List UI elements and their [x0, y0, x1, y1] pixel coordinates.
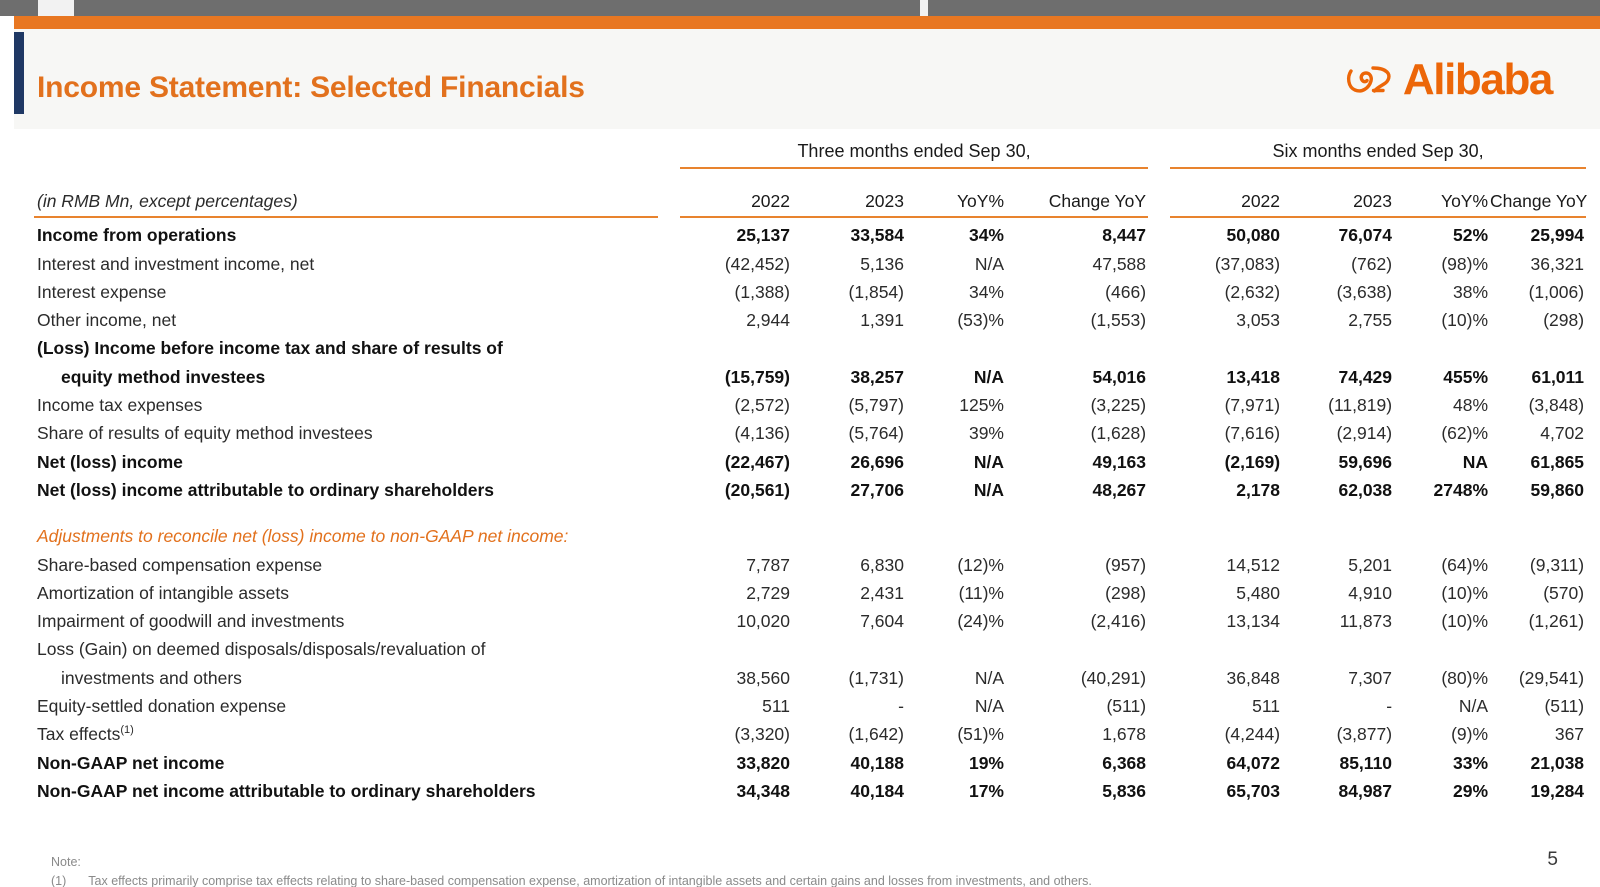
adjustment-row-six-2023: 4,910	[1348, 582, 1393, 603]
row-gap-2	[1148, 246, 1170, 274]
income-row-six-2023: 2,755	[1348, 310, 1393, 331]
income-row-three-yoy: N/A	[974, 253, 1004, 274]
adjustment-row-six-change: (29,541)	[1518, 667, 1585, 688]
adjustment-row-three-2022: 511	[762, 696, 790, 717]
income-row-six-yoy: (62)%	[1441, 423, 1489, 444]
row-gap	[658, 359, 680, 387]
income-row-six-2022: (37,083)	[1214, 253, 1281, 274]
row-gap-2	[1148, 689, 1170, 717]
adjustment-row-three-change: 1,678	[1102, 724, 1147, 745]
income-row-label: Income from operations	[37, 225, 237, 246]
section-gap-cell	[14, 501, 1600, 519]
adjustment-row-three-yoy: 17%	[968, 780, 1004, 801]
row-pad	[1586, 632, 1600, 660]
income-row-three-2022: (20,561)	[724, 479, 790, 500]
adjustment-row-six-change: (9,311)	[1529, 554, 1585, 575]
row-gap	[658, 632, 680, 660]
income-row-six-2022: 13,418	[1226, 366, 1281, 387]
adjustment-row-three-yoy: (51)%	[957, 724, 1004, 745]
income-row-three-yoy: N/A	[973, 366, 1004, 387]
income-row-six-yoy: 455%	[1443, 366, 1489, 387]
note-label: Note:	[51, 855, 81, 869]
income-row-three-change: 48,267	[1092, 479, 1147, 500]
table-row	[14, 547, 1600, 575]
income-row-three-yoy: N/A	[973, 479, 1004, 500]
income-row-six-yoy: (98)%	[1441, 253, 1489, 274]
row-pad	[1586, 275, 1600, 303]
adjustment-row-three-change: (40,291)	[1080, 667, 1147, 688]
row-pad	[1586, 359, 1600, 387]
income-row-six-2022: (7,971)	[1224, 395, 1281, 416]
row-gap-2	[1148, 331, 1170, 359]
row-pad	[1586, 473, 1600, 501]
row-pad	[1586, 218, 1600, 246]
section-gap-body	[14, 501, 1600, 547]
adjustment-row-six-2022: 64,072	[1226, 752, 1281, 773]
adjustment-row-three-yoy: N/A	[974, 667, 1004, 688]
adjustment-row-six-yoy: 29%	[1453, 780, 1489, 801]
row-gap	[658, 576, 680, 604]
adjustment-row-six-yoy: (64)%	[1441, 554, 1489, 575]
adjustment-row-six-2022: 5,480	[1236, 582, 1281, 603]
adjustment-row-three-change: 5,836	[1102, 780, 1147, 801]
col-header-six-2023: 2023	[1353, 191, 1393, 211]
income-row-six-change: 59,860	[1530, 479, 1585, 500]
income-row-label: Net (loss) income attributable to ordinary shareholders	[37, 479, 495, 500]
table-row	[14, 218, 1600, 246]
row-gap	[658, 745, 680, 773]
adjustment-row-three-2022: 33,820	[736, 752, 790, 773]
income-row-three-2023: 26,696	[850, 451, 904, 472]
adjustment-row-six-change: 19,284	[1530, 780, 1585, 801]
income-row-six-2022: 50,080	[1226, 225, 1281, 246]
row-gap-2	[1148, 416, 1170, 444]
row-gap-2	[1148, 359, 1170, 387]
income-row-three-change: (1,553)	[1090, 310, 1147, 331]
income-row-label: Net (loss) income	[37, 451, 183, 472]
table-row	[14, 275, 1600, 303]
row-gap-2	[1148, 576, 1170, 604]
adjustment-row-three-2023: 6,830	[860, 554, 904, 575]
group-header-six-months: Six months ended Sep 30,	[1272, 141, 1484, 161]
row-gap-2	[1148, 632, 1170, 660]
table-row	[14, 303, 1600, 331]
adjustment-row-three-change: (511)	[1106, 696, 1147, 717]
income-row-six-2022: 3,053	[1236, 310, 1281, 331]
row-gap	[658, 774, 680, 802]
row-gap-2	[1148, 604, 1170, 632]
adjustment-row-label: Loss (Gain) on deemed disposals/disposals/revaluation of	[37, 639, 486, 660]
income-row-three-change: 54,016	[1092, 366, 1147, 387]
adjustment-row-six-change: (570)	[1543, 582, 1585, 603]
row-pad	[1586, 547, 1600, 575]
left-edge-marker	[14, 32, 24, 114]
income-row-six-change: (3,848)	[1528, 395, 1585, 416]
adjustment-row-label: Non-GAAP net income attributable to ordinary shareholders	[37, 780, 536, 801]
presentation-slide	[14, 16, 1600, 887]
adjustment-row-three-2022: 7,787	[746, 554, 790, 575]
income-row-six-yoy: 48%	[1453, 395, 1489, 416]
table-row	[14, 473, 1600, 501]
note-number: (1)	[51, 873, 67, 887]
footnote-marker: (1)	[120, 724, 134, 737]
adjustment-row-six-2023: 85,110	[1339, 752, 1393, 773]
income-row-three-2023: 1,391	[860, 310, 904, 331]
income-row-three-change: (466)	[1105, 281, 1147, 302]
income-row-three-change: (1,628)	[1090, 423, 1147, 444]
income-row-three-2023: 27,706	[850, 479, 904, 500]
adjustment-rows-body	[14, 547, 1600, 802]
adjustment-row-label: Equity-settled donation expense	[37, 696, 287, 717]
column-header-row	[14, 191, 1600, 214]
income-row-three-2022: (22,467)	[724, 451, 790, 472]
adjustment-row-six-2022: 13,134	[1226, 611, 1281, 632]
income-row-three-yoy: (53)%	[957, 310, 1004, 331]
adjustment-row-three-2023: 7,604	[860, 611, 904, 632]
row-pad	[1586, 660, 1600, 688]
row-gap-2	[1148, 303, 1170, 331]
table-row	[14, 774, 1600, 802]
adjustment-row-label: Impairment of goodwill and investments	[37, 611, 345, 632]
income-row-six-yoy: 52%	[1453, 225, 1489, 246]
group-header-three-months: Three months ended Sep 30,	[797, 141, 1031, 161]
adjustment-row-three-2022: 10,020	[736, 611, 790, 632]
window-chrome-gap-right	[920, 0, 928, 16]
row-pad	[1586, 689, 1600, 717]
adjustment-row-three-yoy: N/A	[974, 696, 1004, 717]
row-gap	[658, 275, 680, 303]
adjustments-section-header-fill	[658, 519, 1600, 547]
row-gap	[658, 416, 680, 444]
units-gap2	[1148, 191, 1170, 214]
income-row-label: Share of results of equity method investees	[37, 423, 373, 444]
adjustment-row-six-change: 367	[1554, 724, 1585, 745]
income-row-three-yoy: 39%	[968, 423, 1004, 444]
row-gap-2	[1148, 547, 1170, 575]
group-header-gap2	[1148, 141, 1170, 166]
adjustment-row-six-yoy: N/A	[1458, 696, 1489, 717]
table-row	[14, 359, 1600, 387]
col-header-three-change: Change YoY	[1048, 191, 1147, 211]
window-chrome-gap-left	[38, 0, 74, 16]
income-row-three-change: 47,588	[1092, 253, 1147, 274]
row-gap-2	[1148, 473, 1170, 501]
row-gap	[658, 717, 680, 745]
income-row-six-2023: 62,038	[1338, 479, 1393, 500]
income-row-three-2022: (4,136)	[734, 423, 790, 444]
income-row-six-2022: (2,169)	[1224, 451, 1281, 472]
adjustment-row-three-2023: (1,731)	[848, 667, 904, 688]
income-statement-table	[14, 141, 1600, 802]
income-row-three-2023: 5,136	[860, 253, 904, 274]
adjustment-row-three-yoy: 19%	[968, 752, 1004, 773]
adjustment-row-six-2023	[1282, 632, 1394, 660]
adjustment-row-six-change: 21,038	[1530, 752, 1585, 773]
adjustment-row-three-yoy: (11)%	[958, 582, 1004, 603]
income-row-three-2022: (1,388)	[734, 281, 790, 302]
note-line	[51, 873, 1451, 887]
table-row	[14, 331, 1600, 359]
income-row-six-change: 61,865	[1530, 451, 1585, 472]
alibaba-logo	[1345, 55, 1552, 104]
adjustment-row-label: Non-GAAP net income	[37, 752, 225, 773]
adjustment-row-three-2022: 2,729	[746, 582, 790, 603]
adjustment-row-six-2022: 511	[1252, 696, 1281, 717]
row-pad	[1586, 717, 1600, 745]
income-row-six-change: (1,006)	[1528, 281, 1585, 302]
adjustment-row-three-change: (2,416)	[1090, 611, 1147, 632]
adjustment-row-six-2023: -	[1386, 696, 1393, 717]
row-pad	[1586, 444, 1600, 472]
alibaba-smile-mark	[1345, 59, 1397, 101]
adjustment-row-six-2023: (3,877)	[1336, 724, 1393, 745]
adjustment-row-three-change: (298)	[1105, 582, 1147, 603]
col-header-six-yoy: YoY%	[1441, 191, 1489, 211]
income-row-three-2023: (5,797)	[848, 395, 904, 416]
table-row	[14, 745, 1600, 773]
row-gap	[658, 388, 680, 416]
main-rows-body	[14, 218, 1600, 501]
financials-table-wrap	[14, 141, 1600, 802]
income-row-six-2022: (7,616)	[1224, 423, 1281, 444]
header-spacer-cell	[14, 169, 1600, 191]
note-text: Tax effects primarily comprise tax effects relating to share-based compensation expense, amortization of intangible assets and certain gains and losses from investments, and others.	[88, 873, 1092, 887]
table-row	[14, 576, 1600, 604]
income-row-three-2023	[792, 331, 906, 359]
income-row-six-2023: 59,696	[1338, 451, 1393, 472]
income-row-three-yoy: 34%	[968, 225, 1004, 246]
row-pad	[1586, 745, 1600, 773]
col-header-six-2022: 2022	[1241, 191, 1281, 211]
adjustment-row-six-yoy	[1394, 632, 1490, 660]
adjustment-row-three-change: 6,368	[1102, 752, 1147, 773]
adjustment-row-three-2023: (1,642)	[848, 724, 904, 745]
col-header-six-change: Change YoY	[1490, 191, 1588, 211]
adjustment-row-three-2022	[680, 632, 792, 660]
income-row-three-2022: 25,137	[736, 225, 790, 246]
income-row-six-yoy	[1394, 331, 1490, 359]
adjustment-row-three-change	[1006, 632, 1148, 660]
units-label: (in RMB Mn, except percentages)	[37, 191, 298, 211]
adjustment-row-label: Tax effects$^{(1)}$	[37, 724, 134, 745]
income-row-six-yoy: 2748%	[1433, 479, 1489, 500]
adjustment-row-six-2022	[1170, 632, 1282, 660]
row-pad	[1586, 416, 1600, 444]
table-row	[14, 416, 1600, 444]
adjustment-row-label: investments and others	[61, 667, 242, 688]
page-number: 5	[1547, 849, 1558, 870]
adjustment-row-six-2022: 14,512	[1226, 554, 1281, 575]
row-pad	[1586, 331, 1600, 359]
row-gap-2	[1148, 745, 1170, 773]
income-row-three-2022: (42,452)	[724, 253, 790, 274]
adjustments-section-header: Adjustments to reconcile net (loss) income to non-GAAP net income:	[37, 526, 569, 547]
row-gap-2	[1148, 444, 1170, 472]
income-row-six-2023: (2,914)	[1336, 423, 1393, 444]
income-row-six-2023: 76,074	[1338, 225, 1393, 246]
income-row-six-change: 36,321	[1530, 253, 1585, 274]
adjustment-row-six-change: (511)	[1544, 696, 1585, 717]
income-row-six-change	[1490, 331, 1586, 359]
income-row-six-2022	[1170, 331, 1282, 359]
row-gap-2	[1148, 218, 1170, 246]
table-row	[14, 444, 1600, 472]
row-pad	[1586, 246, 1600, 274]
adjustment-row-three-2023: 40,188	[850, 752, 904, 773]
col-header-three-2022: 2022	[751, 191, 790, 211]
income-row-three-yoy	[906, 331, 1006, 359]
alibaba-wordmark: Alibaba	[1402, 55, 1552, 104]
adjustment-row-three-yoy	[906, 632, 1006, 660]
page-title: Income Statement: Selected Financials	[37, 71, 585, 104]
adjustment-row-six-2023: 5,201	[1348, 554, 1393, 575]
adjustment-row-six-2022: (4,244)	[1224, 724, 1281, 745]
adjustment-row-six-yoy: 33%	[1453, 752, 1489, 773]
adjustment-row-six-yoy: (9)%	[1451, 724, 1489, 745]
adjustment-row-label: Amortization of intangible assets	[37, 582, 289, 603]
adjustment-row-six-yoy: (10)%	[1441, 582, 1489, 603]
table-row	[14, 246, 1600, 274]
col-header-three-2023: 2023	[865, 191, 904, 211]
income-row-six-2023: (3,638)	[1336, 281, 1393, 302]
income-row-label: Interest and investment income, net	[37, 253, 315, 274]
income-row-three-change	[1006, 331, 1148, 359]
adjustment-row-three-2023: -	[898, 696, 904, 717]
row-gap	[658, 547, 680, 575]
table-row	[14, 689, 1600, 717]
income-row-three-2023: 33,584	[850, 225, 904, 246]
income-row-label: equity method investees	[61, 366, 266, 387]
adjustment-row-three-2023: 40,184	[850, 780, 904, 801]
adjustment-row-label: Share-based compensation expense	[37, 554, 323, 575]
table-row	[14, 604, 1600, 632]
row-pad	[1586, 604, 1600, 632]
income-row-six-change: 61,011	[1531, 366, 1585, 387]
row-gap	[658, 444, 680, 472]
col-header-three-yoy: YoY%	[956, 191, 1004, 211]
adjustment-row-three-2022: 34,348	[736, 780, 790, 801]
row-gap	[658, 246, 680, 274]
row-gap	[658, 331, 680, 359]
table-row	[14, 660, 1600, 688]
income-row-six-2022: 2,178	[1236, 479, 1281, 500]
adjustment-row-six-2023: 84,987	[1338, 780, 1393, 801]
row-gap-2	[1148, 275, 1170, 303]
income-row-six-yoy: NA	[1462, 451, 1489, 472]
income-row-six-change: 4,702	[1540, 423, 1585, 444]
adjustment-row-six-2022: 36,848	[1226, 667, 1281, 688]
table-row	[14, 717, 1600, 745]
adjustment-row-six-change	[1490, 632, 1586, 660]
header-spacer-row	[14, 169, 1600, 191]
income-row-three-change: 49,163	[1092, 451, 1147, 472]
group-header-pad	[1586, 141, 1600, 166]
adjustment-row-three-2022: (3,320)	[734, 724, 790, 745]
adjustment-row-three-2023: 2,431	[860, 582, 904, 603]
section-gap-row	[14, 501, 1600, 519]
row-gap-2	[1148, 774, 1170, 802]
income-row-three-change: (3,225)	[1090, 395, 1147, 416]
group-header-spacer	[14, 141, 658, 166]
income-row-six-2023: (11,819)	[1328, 395, 1393, 416]
row-gap	[658, 604, 680, 632]
income-row-six-yoy: (10)%	[1441, 310, 1489, 331]
adjustment-row-six-2023: 11,873	[1339, 611, 1393, 632]
group-header-row	[14, 141, 1600, 166]
adjustment-row-three-yoy: (24)%	[957, 611, 1004, 632]
income-row-label: Other income, net	[37, 310, 177, 331]
window-chrome-strip	[0, 0, 1600, 16]
income-row-six-yoy: 38%	[1453, 281, 1489, 302]
table-row	[14, 632, 1600, 660]
row-pad	[1586, 576, 1600, 604]
row-pad	[1586, 388, 1600, 416]
income-row-three-yoy: N/A	[973, 451, 1004, 472]
slide-footnotes	[51, 854, 1451, 887]
income-row-three-2022: 2,944	[746, 310, 790, 331]
income-row-three-yoy: 125%	[959, 395, 1004, 416]
adjustment-row-three-2022: 38,560	[736, 667, 790, 688]
income-row-six-change: (298)	[1543, 310, 1585, 331]
adjustment-row-three-2023	[792, 632, 906, 660]
group-header-gap	[658, 141, 680, 166]
income-row-label: Interest expense	[37, 281, 167, 302]
table-row	[14, 388, 1600, 416]
adjustments-section-header-row	[14, 519, 1600, 547]
income-row-three-2022	[680, 331, 792, 359]
units-gap	[658, 191, 680, 214]
income-row-three-2022: (2,572)	[734, 395, 790, 416]
income-row-label: (Loss) Income before income tax and share of results of	[37, 338, 503, 359]
adjustment-row-six-yoy: (80)%	[1441, 667, 1489, 688]
income-row-six-change: 25,994	[1530, 225, 1585, 246]
row-pad	[1586, 774, 1600, 802]
income-row-three-2023: (5,764)	[848, 423, 904, 444]
adjustment-row-three-yoy: (12)%	[957, 554, 1004, 575]
row-pad	[1586, 303, 1600, 331]
income-row-three-2023: 38,257	[850, 366, 904, 387]
row-gap	[658, 660, 680, 688]
row-gap	[658, 218, 680, 246]
adjustment-row-six-2023: 7,307	[1348, 667, 1393, 688]
income-row-six-2023: (762)	[1351, 253, 1393, 274]
income-row-three-yoy: 34%	[968, 281, 1004, 302]
row-gap	[658, 303, 680, 331]
row-gap-2	[1148, 660, 1170, 688]
row-gap-2	[1148, 388, 1170, 416]
adjustment-row-six-yoy: (10)%	[1441, 611, 1489, 632]
income-row-six-2023	[1282, 331, 1394, 359]
row-gap	[658, 473, 680, 501]
income-row-six-2022: (2,632)	[1224, 281, 1281, 302]
income-row-three-2023: (1,854)	[848, 281, 904, 302]
income-row-three-2022: (15,759)	[724, 366, 790, 387]
row-gap	[658, 689, 680, 717]
units-pad	[1586, 191, 1600, 214]
adjustment-row-six-change: (1,261)	[1528, 611, 1585, 632]
row-gap-2	[1148, 717, 1170, 745]
adjustment-row-three-change: (957)	[1105, 554, 1147, 575]
top-accent-bar	[14, 16, 1600, 29]
adjustment-row-six-2022: 65,703	[1226, 780, 1281, 801]
income-row-label: Income tax expenses	[37, 395, 203, 416]
income-row-six-2023: 74,429	[1338, 366, 1393, 387]
income-row-three-change: 8,447	[1102, 225, 1147, 246]
